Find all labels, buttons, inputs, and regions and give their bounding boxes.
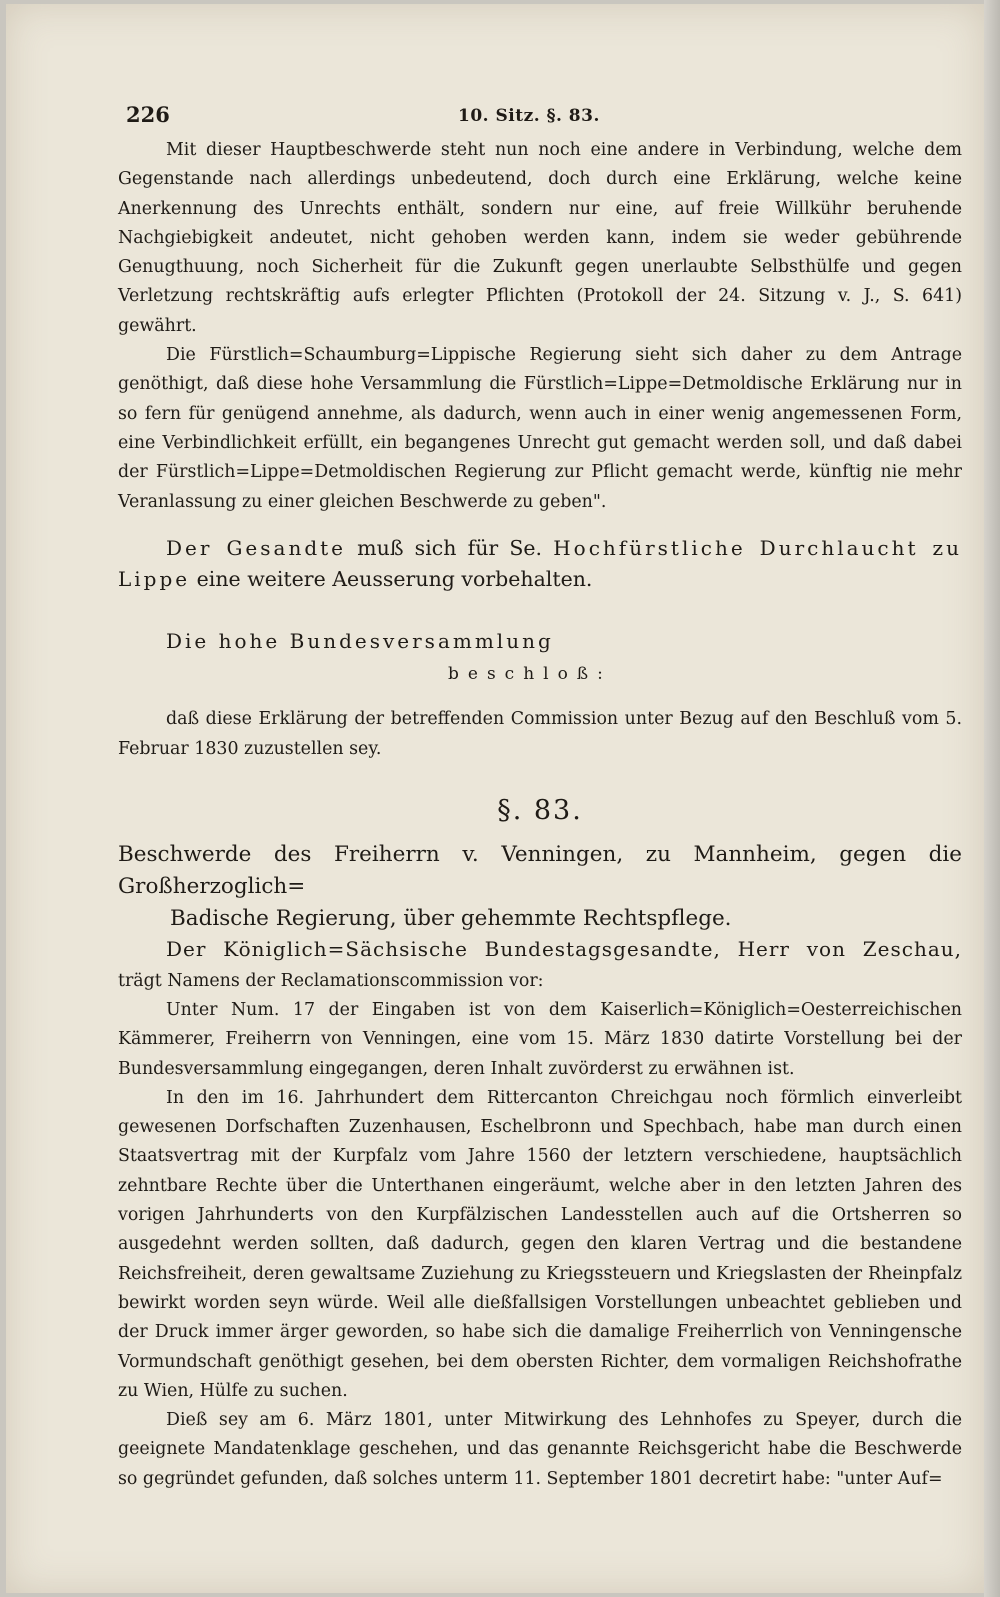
section-number: §. 83. (497, 795, 583, 827)
section-title-line-2: Badische Regierung, über gehemmte Rechtspflege. (170, 906, 732, 932)
prince-title: Hochfürstliche Durchlaucht zu Lippe (118, 535, 962, 591)
resolved-heading: beschloß: (448, 664, 612, 685)
paragraph-3 (118, 533, 962, 595)
envoy-label: Der Gesandte (166, 535, 346, 560)
paragraph-5: Unter Num. 17 der Eingaben ist von dem Kaiserlich=Königlich=Oesterreichischen Kämmerer, Freiherrn von Venningen, eine vom 15. März 1830 datirte Vorstellung bei der Bundesversammlung eingegangen, deren Inhalt zuvörderst zu erwähnen ist. (118, 999, 962, 1079)
page-header (118, 100, 962, 134)
assembly-heading: Die hohe Bundesversammlung (166, 628, 554, 653)
running-head: 10. Sitz. §. 83. (458, 106, 600, 126)
page-content (118, 100, 962, 1494)
paragraph-4: daß diese Erklärung der betreffenden Commission unter Bezug auf den Beschluß vom 5. Februar 1830 zuzustellen sey. (118, 709, 962, 759)
paragraph-2: Die Fürstlich=Schaumburg=Lippische Regierung sieht sich daher zu dem Antrage genöthigt, daß diese hohe Versammlung die Fürstlich=Lippe=Detmoldische Erklärung nur in so fern für genügend annehme, als dadurch, wenn auch in einer wenig angemessenen Form, eine Verbindlichkeit erfüllt, ein begangenes Unrecht gut gemacht werden soll, und daß dabei der Fürstlich=Lippe=Detmoldischen Regierung zur Pflicht gemacht werde, künftig nie mehr Veranlassung zu einer gleichen Beschwerde zu geben". (118, 345, 962, 512)
paragraph-7: Dieß sey am 6. März 1801, unter Mitwirkung des Lehnhofes zu Speyer, durch die geeignete Mandatenklage geschehen, und das genannte Reichsgericht habe die Beschwerde so gegründet gefunden, daß solches unterm 11. September 1801 decretirt habe: "unter Auf= (118, 1410, 962, 1489)
section-title-line-1: Beschwerde des Freiherrn v. Venningen, zu Mannheim, gegen die Großherzoglich= (118, 842, 962, 900)
envoy-heading: Der Königlich=Sächsische Bundestagsgesandte, Herr von Zeschau, (166, 937, 962, 962)
paragraph-5-intro (118, 935, 962, 996)
paragraph-6: In den im 16. Jahrhundert dem Rittercanton Chreichgau noch förmlich einverleibt gewesenen Dorfschaften Zuzenhausen, Eschelbronn und Spechbach, habe man durch einen Staatsvertrag mit der Kurpfalz vom Jahre 1560 der letztern verschiedene, hauptsächlich zehntbare Rechte über die Unterthanen eingeräumt, welche aber in den letzten Jahren des vorigen Jahrhunderts von den Kurpfälzischen Landesstellen auch auf die Ortsherren so ausgedehnt werden sollten, daß dadurch, gegen den klaren Vertrag und die bestandene Reichsfreiheit, deren gewaltsame Zuziehung zu Kriegssteuern und Kriegslasten der Rheinpfalz bewirkt worden seyn würde. Weil alle dießfallsigen Vorstellungen unbeachtet geblieben und der Druck immer ärger geworden, so habe sich die damalige Freiherrlich von Venningensche Vormundschaft genöthigt gesehen, bei dem obersten Richter, dem vormaligen Reichshofrathe zu Wien, Hülfe zu suchen. (118, 1087, 962, 1401)
section-title (118, 839, 962, 935)
envoy-text: muß sich für Se. (357, 535, 543, 560)
page-number: 226 (126, 102, 170, 127)
document-page (6, 4, 984, 1593)
envoy-heading-rest: trägt Namens der Reclamationscommission vor: (118, 970, 544, 991)
paragraph-1: Mit dieser Hauptbeschwerde steht nun noch eine andere in Verbindung, welche dem Gegenstande nach allerdings unbedeutend, doch durch eine Erklärung, welche keine Anerkennung des Unrechts enthält, sondern nur eine, auf freie Willkühr beruhende Nachgiebigkeit andeutet, nicht gehoben werden kann, indem sie weder gebührende Genugthuung, noch Sicherheit für die Zukunft gegen unerlaubte Selbsthülfe und gegen Verletzung rechtskräftig aufs erlegter Pflichten (Protokoll der 24. Sitzung v. J., S. 641) gewährt. (118, 140, 962, 336)
envoy-text-rest: eine weitere Aeusserung vorbehalten. (196, 566, 593, 591)
page-edge (984, 0, 1000, 1597)
